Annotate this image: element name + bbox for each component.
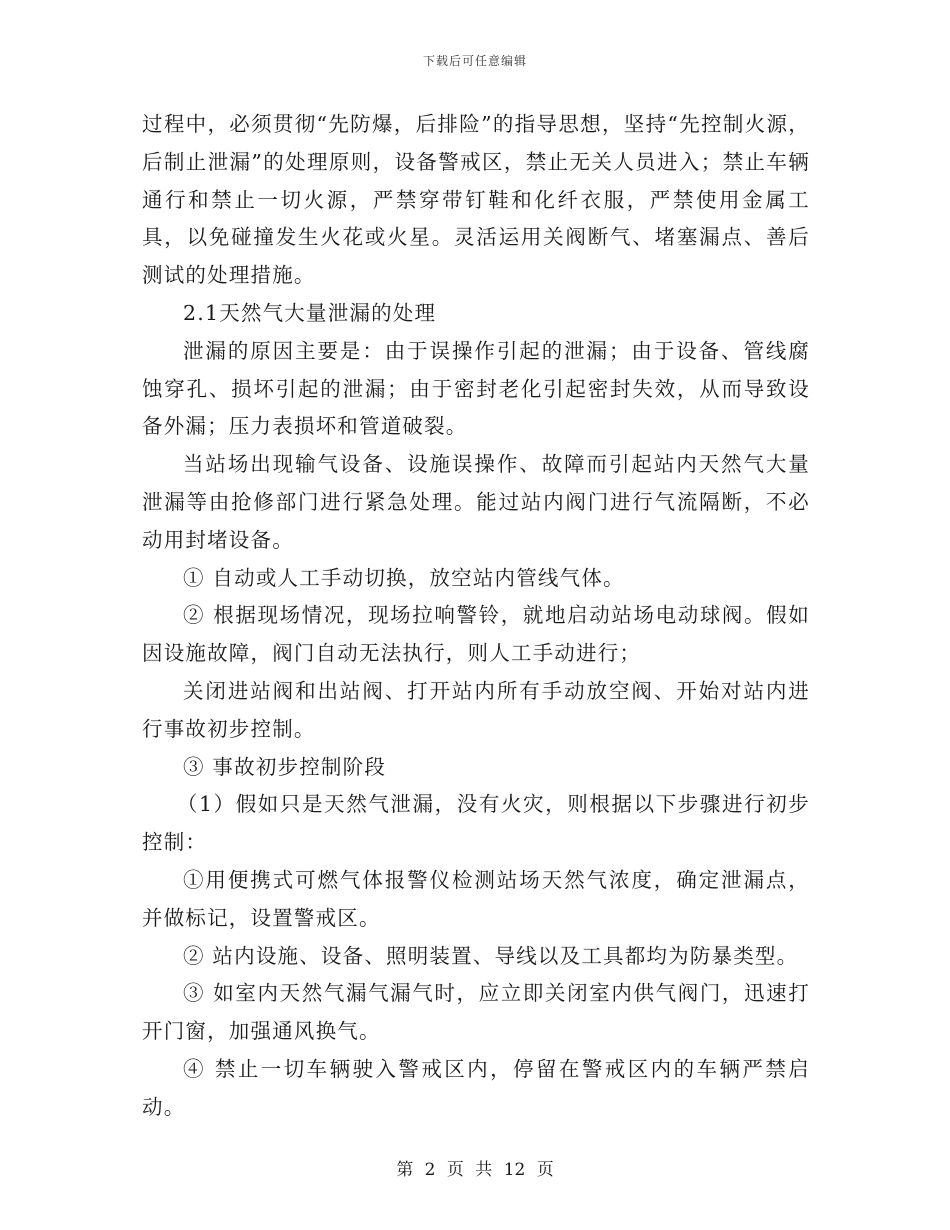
- step-3-heading: ③ 事故初步控制阶段: [183, 754, 387, 779]
- page-number-footer: 第 2 页 共 12 页: [396, 1160, 554, 1180]
- paragraph-close-valves: 关闭进站阀和出站阀、打开站内所有手动放空阀、开始对站内进行事故初步控制。: [142, 678, 810, 741]
- section-heading-2-1: 2.1天然气大量泄漏的处理: [183, 300, 437, 325]
- paragraph-1: 过程中，必须贯彻“先防爆，后排险”的指导思想，坚持“先控制火源，后制止泄漏”的处理原则，设备警戒区，禁止无关人员进入；禁止车辆通行和禁止一切火源，严禁穿带钉鞋和化纤衣服，严禁使用金属工具，以免碰撞发生火花或火星。灵活运用关阀断气、堵塞漏点、善后测试的处理措施。: [142, 112, 810, 288]
- control-step-2: ② 站内设施、设备、照明装置、导线以及工具都均为防暴类型。: [183, 943, 799, 968]
- control-step-4: ④ 禁止一切车辆驶入警戒区内，停留在警戒区内的车辆严禁启动。: [142, 1056, 810, 1119]
- control-step-1: ①用便携式可燃气体报警仪检测站场天然气浓度，确定泄漏点，并做标记，设置警戒区。: [142, 867, 810, 930]
- sub-item-1: （1）假如只是天然气泄漏，没有火灾，则根据以下步骤进行初步控制：: [142, 792, 810, 855]
- document-body: [142, 106, 810, 1127]
- step-1: ① 自动或人工手动切换，放空站内管线气体。: [183, 565, 625, 590]
- control-step-3: ③ 如室内天然气漏气漏气时，应立即关闭室内供气阀门，迅速打开门窗，加强通风换气。: [142, 981, 810, 1044]
- paragraph-emergency-handling: 当站场出现输气设备、设施误操作、故障而引起站内天然气大量泄漏等由抢修部门进行紧急处理。能过站内阀门进行气流隔断，不必动用封堵设备。: [142, 452, 810, 552]
- paragraph-leak-causes: 泄漏的原因主要是：由于误操作引起的泄漏；由于设备、管线腐蚀穿孔、损坏引起的泄漏；由于密封老化引起密封失效，从而导致设备外漏；压力表损坏和管道破裂。: [142, 338, 810, 439]
- step-2: ② 根据现场情况，现场拉响警铃，就地启动站场电动球阀。假如因设施故障，阀门自动无法执行，则人工手动进行；: [142, 603, 810, 666]
- page-header: 下载后可任意编辑: [422, 54, 527, 68]
